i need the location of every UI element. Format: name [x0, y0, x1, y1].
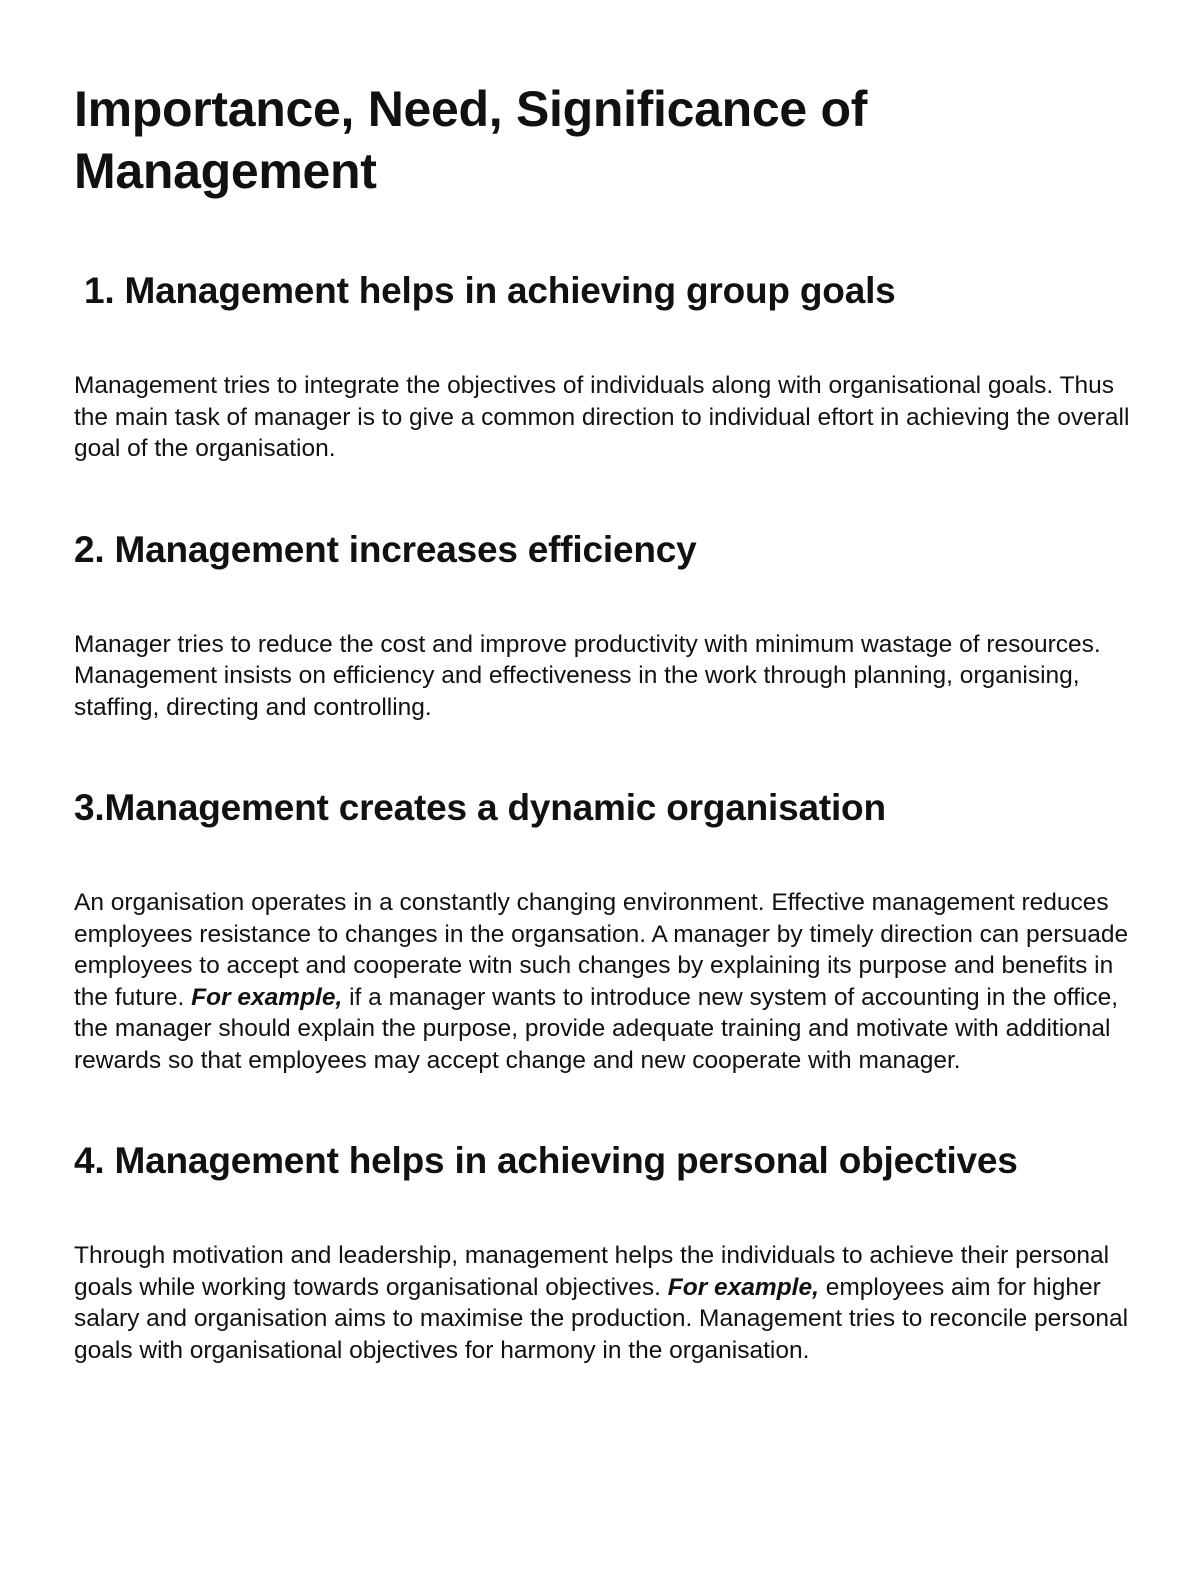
section-dynamic-organisation [74, 785, 1130, 1076]
section-body [74, 887, 1130, 1076]
body-text: Through motivation and leadership, management helps the individuals to achieve their personal goals while working towards organisational objectives. [74, 1242, 1110, 1301]
section-heading: 3.Management creates a dynamic organisation [74, 787, 886, 828]
section-body: Manager tries to reduce the cost and improve productivity with minimum wastage of resources. Management insists on efficiency and effectiveness in the work through planning, organising, staffing, directing and controlling. [74, 630, 1101, 721]
document-page [74, 78, 1130, 1366]
section-group-goals [74, 268, 1130, 465]
document-title: Importance, Need, Significance of Management [74, 81, 868, 199]
section-personal-objectives [74, 1138, 1130, 1366]
section-efficiency [74, 527, 1130, 724]
example-emphasis: For example, [667, 1273, 819, 1301]
section-body: Management tries to integrate the objectives of individuals along with organisational goals. Thus the main task of manager is to give a common direction to individual eftort in achieving the overall goal of the organisation. [74, 372, 1130, 462]
section-heading: 1. Management helps in achieving group goals [84, 270, 896, 311]
body-text: if a manager wants to introduce new system of accounting in the office, the manager should explain the purpose, provide adequate training and motivate with additional rewards so that employees may accept change and new cooperate with manager. [74, 983, 1119, 1074]
section-heading: 2. Management increases efficiency [74, 528, 697, 570]
example-emphasis: For example, [191, 983, 343, 1011]
body-text: employees aim for higher salary and organisation aims to maximise the production. Management tries to reconcile personal goals with organisational objectives for harmony in the organisation. [74, 1273, 1129, 1364]
body-text: An organisation operates in a constantly changing environment. Effective management reduces employees resistance to changes in the organsation. A manager by timely direction can persuade employees to accept and cooperate witn such changes by explaining its purpose and benefits in the future. [74, 889, 1129, 1011]
section-heading: 4. Management helps in achieving personal objectives [74, 1140, 1018, 1181]
section-body [74, 1240, 1130, 1366]
